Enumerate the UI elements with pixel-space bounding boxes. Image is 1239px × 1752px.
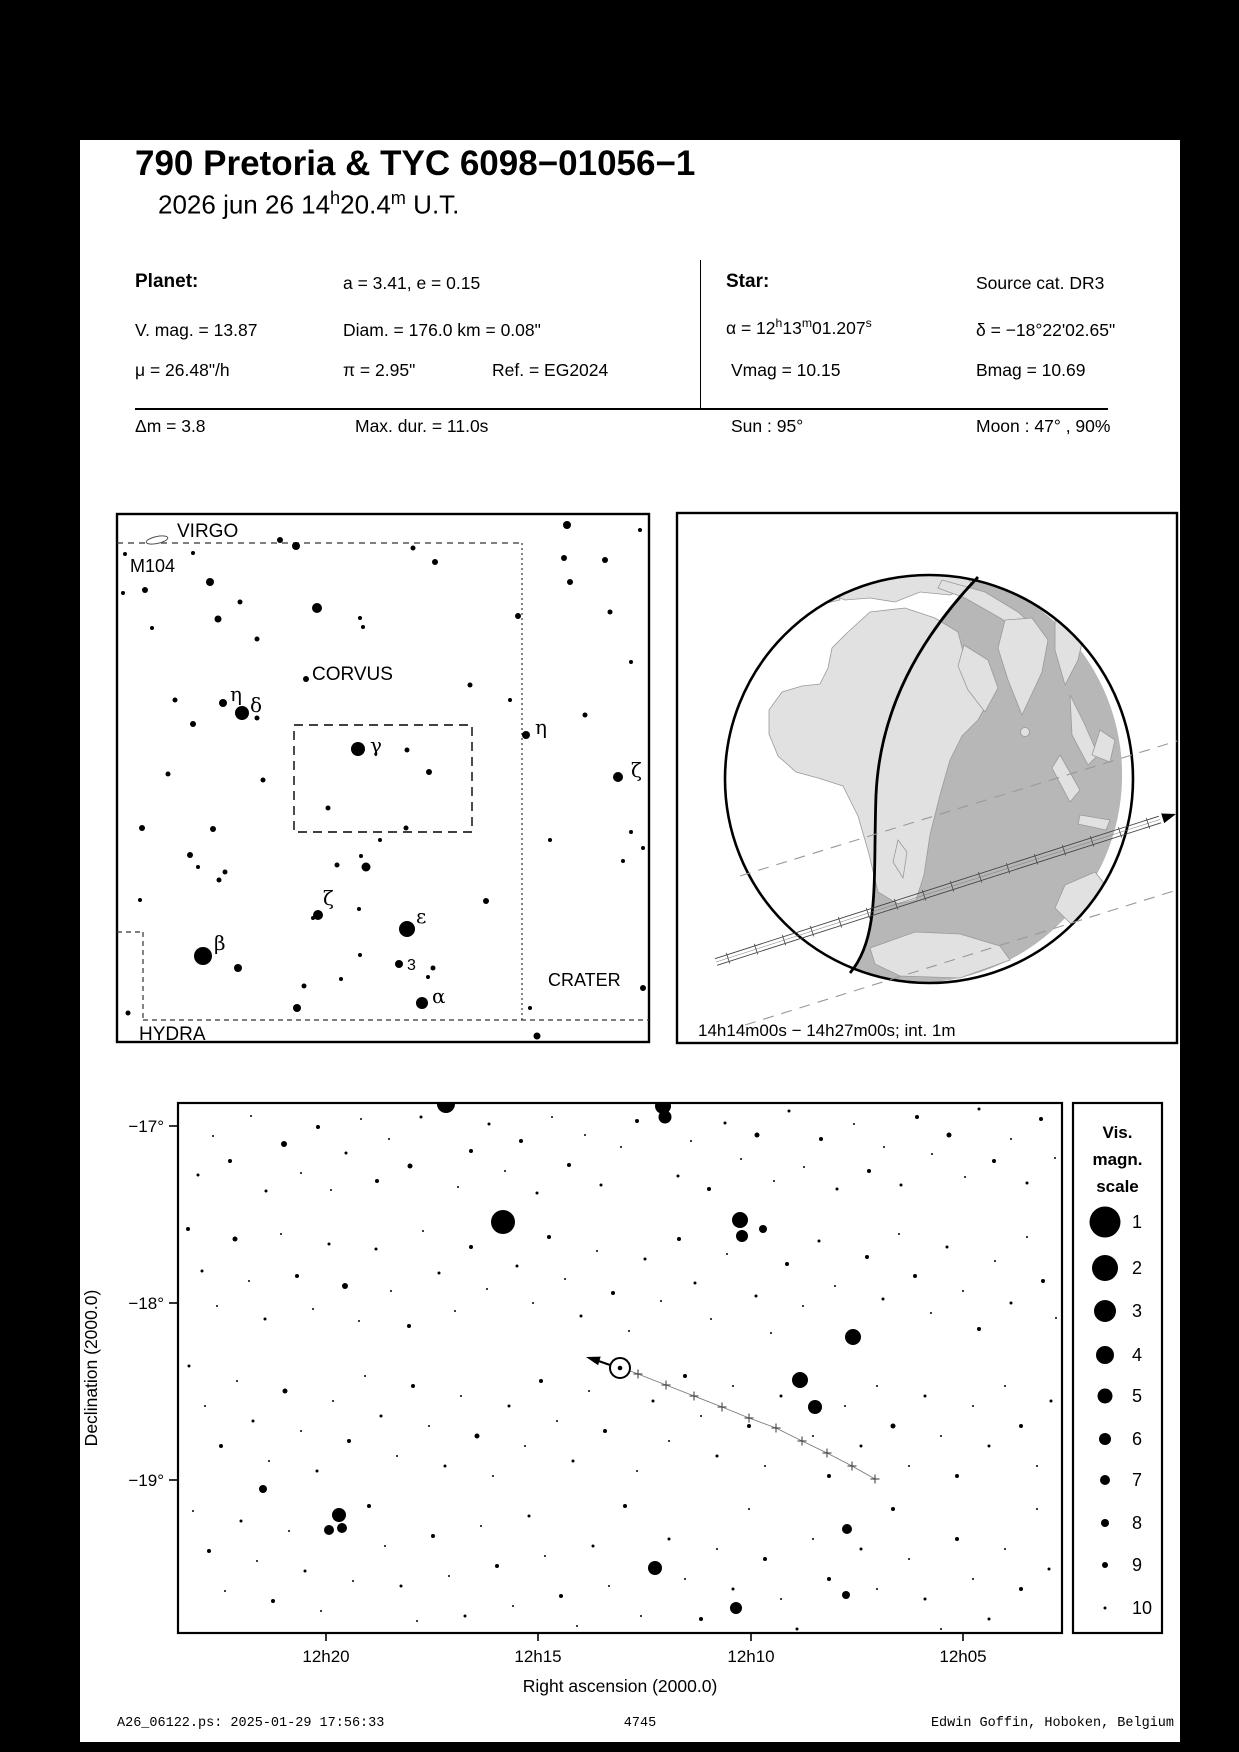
star-dot — [638, 528, 642, 532]
star-designation-label: ζ — [631, 758, 642, 782]
x-tick-label: 12h10 — [727, 1647, 775, 1666]
magnitude-scale-title: magn. — [1092, 1150, 1143, 1169]
reference: Ref. = EG2024 — [492, 360, 609, 380]
star-dot — [426, 769, 432, 775]
star-designation-label: γ — [370, 733, 382, 757]
star-dot — [311, 916, 315, 920]
star-dot — [187, 852, 193, 858]
star-dot — [522, 731, 530, 739]
star-dot — [515, 613, 521, 619]
star-dot — [196, 865, 200, 869]
star-designation-label: η — [230, 682, 242, 706]
x-tick-label: 12h05 — [939, 1647, 987, 1666]
magnitude-sample-dot — [1098, 1389, 1113, 1404]
star-designation-label: ζ — [323, 886, 334, 910]
star-vmag: Vmag = 10.15 — [731, 360, 841, 380]
proper-motion: μ = 26.48"/h — [135, 360, 230, 380]
star-dot — [602, 557, 608, 563]
star-dot — [361, 625, 365, 629]
planet-label: Planet: — [135, 271, 199, 292]
star-designation-label: ε — [416, 904, 427, 928]
star-dot — [302, 984, 307, 989]
star-dot — [255, 637, 260, 642]
magnitude-sample-dot — [1096, 1346, 1114, 1364]
parallax: π = 2.95" — [343, 360, 416, 380]
star-dot — [215, 616, 222, 623]
star-dot — [191, 551, 195, 555]
magnitude-sample-dot — [1090, 1207, 1121, 1238]
star-dot — [640, 985, 646, 991]
ra-value: α = 12 — [726, 317, 776, 338]
y-tick-label: −19° — [128, 1471, 164, 1490]
star-dot — [362, 863, 371, 872]
star-dot — [378, 838, 382, 842]
star-dot — [613, 772, 623, 782]
star-dot — [351, 742, 365, 756]
magnitude-sample-dot — [1100, 1475, 1110, 1485]
star-dot — [138, 898, 142, 902]
ra-h-sup: h — [775, 316, 783, 330]
star-dot — [219, 699, 227, 707]
date-minutes: 20.4 — [340, 189, 391, 220]
magnitude-sample-dot — [1101, 1519, 1109, 1527]
star-dot — [468, 683, 473, 688]
star-dec: δ = −18°22'02.65" — [976, 320, 1116, 340]
star-dot — [399, 921, 415, 937]
max-duration: Max. dur. = 11.0s — [355, 416, 489, 436]
orbit-elements: a = 3.41, e = 0.15 — [343, 273, 481, 293]
document-paper — [80, 140, 1180, 1742]
star-dot — [339, 977, 343, 981]
star-dot — [303, 676, 309, 682]
star-dot — [194, 947, 212, 965]
star-dot — [123, 552, 127, 556]
target-star — [618, 1366, 623, 1371]
magnitude-value: 7 — [1132, 1470, 1143, 1490]
star-dot — [335, 863, 340, 868]
y-axis-label: Declination (2000.0) — [81, 1289, 101, 1447]
star-dot — [411, 546, 416, 551]
constellation-label: CORVUS — [312, 664, 393, 685]
footer-filename: A26_06122.ps: 2025-01-29 17:56:33 — [117, 1716, 385, 1731]
magnitude-sample-dot — [1099, 1433, 1111, 1445]
ra-s-sup: s — [865, 316, 872, 330]
magnitude-drop: Δm = 3.8 — [135, 416, 206, 436]
ra-m-sup: m — [801, 316, 813, 330]
star-dot — [293, 1004, 301, 1012]
star-dot — [432, 559, 438, 565]
star-dot — [150, 626, 154, 630]
star-dot — [277, 537, 283, 543]
moon-elongation: Moon : 47° , 90% — [976, 416, 1111, 436]
star-dot — [567, 579, 573, 585]
track-time-caption: 14h14m00s − 14h27m00s; int. 1m — [698, 1021, 956, 1040]
star-dot — [173, 698, 178, 703]
hour-superscript: h — [330, 188, 341, 208]
magnitude-sample-dot — [1092, 1255, 1118, 1281]
star-dot — [358, 616, 362, 620]
star-dot — [431, 966, 436, 971]
star-dot — [641, 846, 645, 850]
page-title: 790 Pretoria & TYC 6098−01056−1 — [135, 144, 696, 183]
star-dot — [206, 578, 214, 586]
y-tick-label: −18° — [128, 1294, 164, 1313]
footer-page-number: 4745 — [623, 1716, 657, 1731]
star-dot — [583, 713, 588, 718]
magnitude-sample-dot — [1104, 1607, 1107, 1610]
star-dot — [121, 591, 125, 595]
detail-chart — [81, 1095, 1062, 1696]
magnitude-scale — [1073, 1103, 1162, 1633]
star-dot — [358, 953, 362, 957]
star-dot — [508, 698, 512, 702]
sun-elongation: Sun : 95° — [731, 416, 804, 436]
magnitude-scale-title: Vis. — [1102, 1123, 1133, 1142]
star-dot — [312, 603, 322, 613]
star-dot — [563, 521, 571, 529]
minute-superscript: m — [390, 188, 406, 208]
globe-panel — [677, 513, 1177, 1043]
star-dot — [483, 898, 489, 904]
star-designation-label: η — [535, 715, 547, 739]
finder-chart — [117, 514, 649, 1045]
figures-canvas — [80, 140, 1180, 1742]
constellation-label: VIRGO — [177, 521, 239, 542]
star-dot — [139, 825, 145, 831]
star-dot — [190, 721, 196, 727]
star-dot — [326, 806, 331, 811]
y-tick-label: −17° — [128, 1117, 164, 1136]
magnitude-scale-title: scale — [1096, 1177, 1139, 1196]
magnitude-value: 4 — [1132, 1345, 1143, 1365]
star-designation-label: 3 — [407, 957, 416, 974]
magnitude-sample-dot — [1102, 1562, 1108, 1568]
constellation-label: HYDRA — [139, 1024, 206, 1045]
magnitude-value: 6 — [1132, 1429, 1143, 1449]
planet-diameter: Diam. = 176.0 km = 0.08" — [343, 320, 541, 340]
star-dot — [426, 975, 430, 979]
magnitude-value: 8 — [1132, 1513, 1143, 1533]
star-dot — [217, 878, 222, 883]
star-dot — [210, 826, 216, 832]
star-dot — [142, 587, 148, 593]
magnitude-value: 10 — [1132, 1598, 1153, 1618]
x-axis-label: Right ascension (2000.0) — [522, 1676, 718, 1696]
star-label: Star: — [726, 271, 770, 292]
star-dot — [528, 1006, 532, 1010]
star-dot — [395, 960, 403, 968]
star-dot — [416, 997, 428, 1009]
star-dot — [629, 830, 633, 834]
star-dot — [235, 706, 249, 720]
magnitude-value: 1 — [1132, 1212, 1143, 1232]
date-text: 2026 jun 26 14 — [158, 189, 331, 220]
x-tick-label: 12h20 — [302, 1647, 350, 1666]
magnitude-value: 9 — [1132, 1555, 1143, 1575]
star-dot — [223, 870, 228, 875]
ra-min: 13 — [782, 317, 802, 338]
star-bmag: Bmag = 10.69 — [976, 360, 1086, 380]
star-dot — [261, 778, 266, 783]
star-dot — [405, 748, 410, 753]
planet-vmag: V. mag. = 13.87 — [135, 320, 258, 340]
magnitude-sample-dot — [1094, 1300, 1116, 1322]
star-designation-label: δ — [250, 693, 263, 717]
star-dot — [621, 859, 625, 863]
star-dot — [608, 610, 613, 615]
star-designation-label: α — [432, 984, 446, 1008]
star-dot — [359, 854, 363, 858]
magnitude-value: 2 — [1132, 1258, 1143, 1278]
star-dot — [561, 555, 567, 561]
magnitude-value: 5 — [1132, 1386, 1143, 1406]
ra-sec: 01.207 — [812, 317, 866, 338]
star-dot — [534, 1033, 541, 1040]
star-dot — [404, 826, 409, 831]
constellation-label: CRATER — [548, 970, 621, 990]
magnitude-value: 3 — [1132, 1301, 1143, 1321]
star-dot — [357, 907, 361, 911]
star-dot — [548, 838, 552, 842]
x-tick-label: 12h15 — [514, 1647, 562, 1666]
star-dot — [629, 660, 633, 664]
star-dot — [166, 772, 171, 777]
date-ut: U.T. — [405, 189, 460, 220]
star-dot — [234, 964, 242, 972]
star-dot — [126, 1011, 131, 1016]
constellation-label: M104 — [130, 556, 176, 576]
footer-author: Edwin Goffin, Hoboken, Belgium — [930, 1716, 1174, 1731]
source-catalog: Source cat. DR3 — [976, 273, 1105, 293]
star-dot — [292, 542, 300, 550]
star-designation-label: β — [214, 931, 226, 955]
star-dot — [238, 600, 243, 605]
